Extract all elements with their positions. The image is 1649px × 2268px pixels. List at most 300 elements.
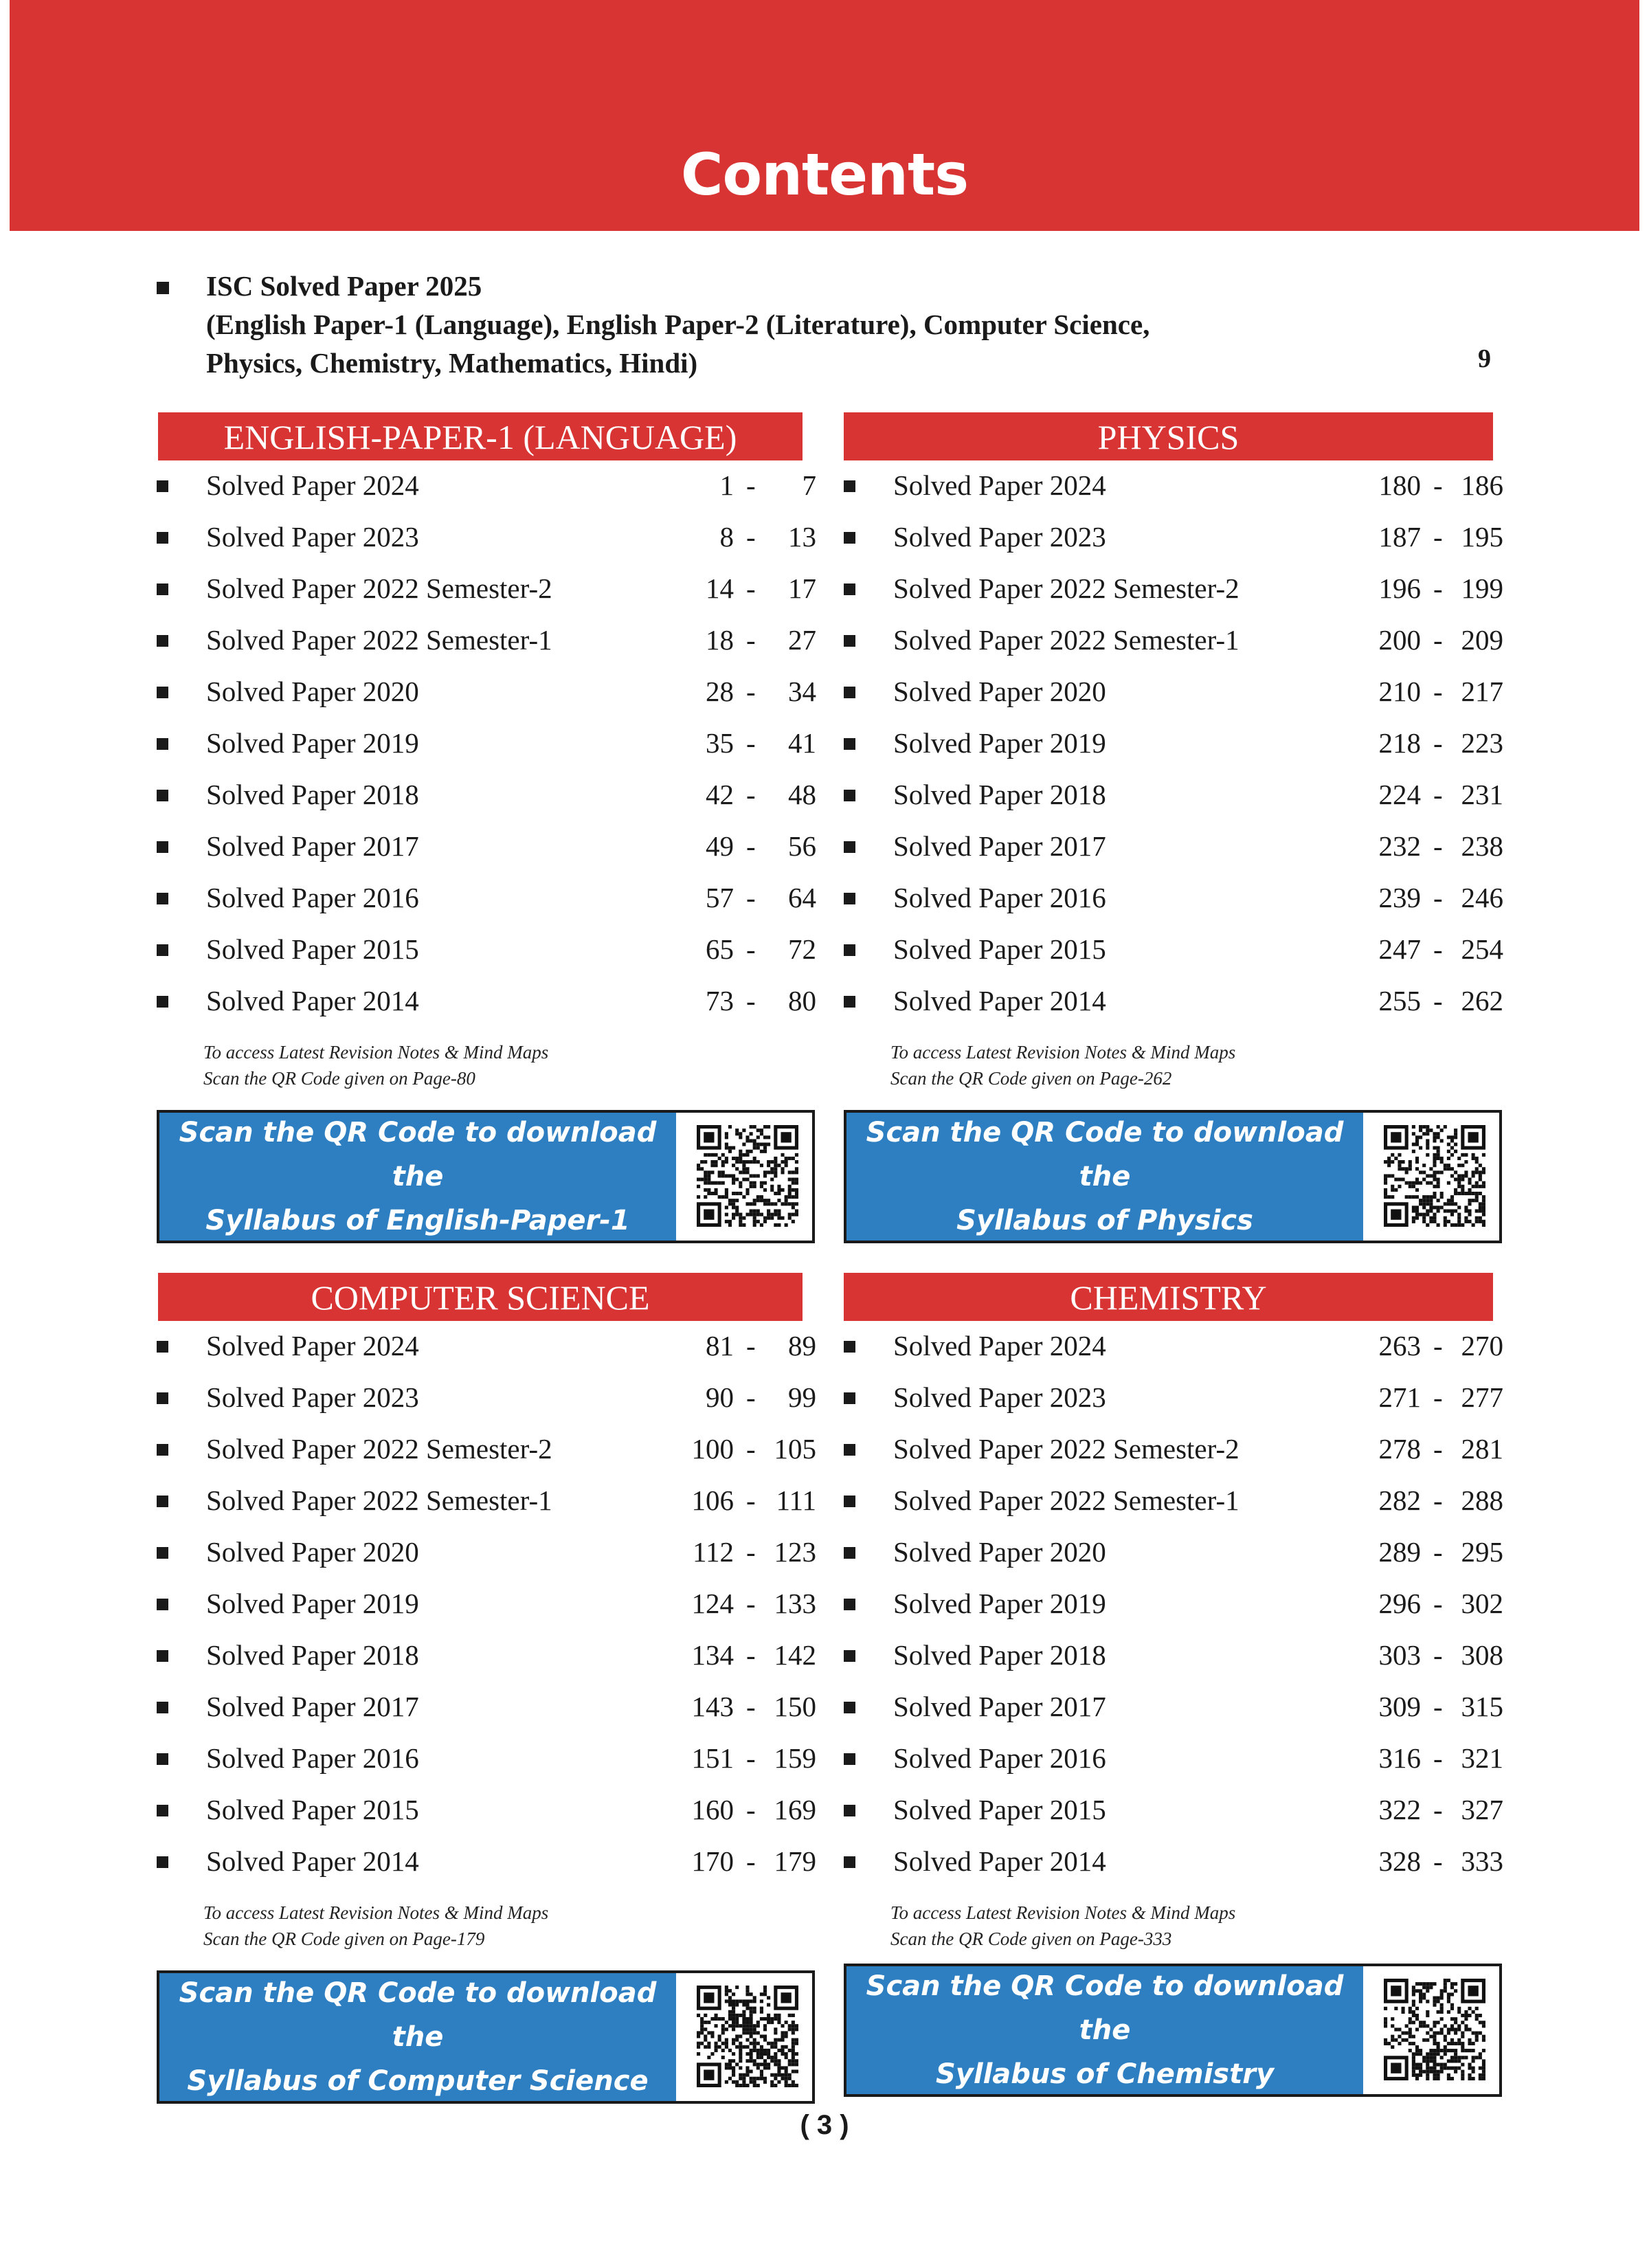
qr-text-line1: Scan the QR Code to download the (866, 1970, 1344, 2046)
toc-row[interactable] (157, 1322, 844, 1374)
page-start: 224 (1378, 779, 1421, 810)
page-end: 217 (1461, 676, 1503, 707)
page-range-dash: - (746, 882, 756, 913)
page-end: 56 (788, 830, 816, 862)
toc-row[interactable] (844, 565, 1531, 616)
page-range-dash: - (1433, 676, 1443, 707)
toc-row-label: Solved Paper 2014 (206, 985, 419, 1016)
intro-entry[interactable] (206, 267, 1149, 382)
toc-row-label: Solved Paper 2022 Semester-2 (893, 1433, 1239, 1465)
page-range-dash: - (746, 1485, 756, 1516)
page-start: 247 (1378, 933, 1421, 965)
toc-row-label: Solved Paper 2019 (893, 727, 1106, 759)
bullet-icon (844, 1650, 855, 1662)
page-range-dash: - (746, 933, 756, 965)
revision-note-line1: To access Latest Revision Notes & Mind Maps (203, 1042, 549, 1063)
bullet-icon (157, 1753, 168, 1765)
revision-note-line2: Scan the QR Code given on Page-80 (203, 1068, 475, 1089)
page-start: 1 (719, 469, 734, 501)
page-range-dash: - (746, 1381, 756, 1413)
page-end: 34 (788, 676, 816, 707)
page-end: 111 (776, 1485, 816, 1516)
page-end: 262 (1461, 985, 1503, 1016)
toc-row-label: Solved Paper 2015 (206, 1794, 419, 1825)
bullet-icon (844, 1856, 855, 1868)
page-start: 322 (1378, 1794, 1421, 1825)
syllabus-qr-text (159, 1113, 676, 1241)
toc-row-label: Solved Paper 2020 (206, 676, 419, 707)
toc-row[interactable] (844, 616, 1531, 668)
page-range-dash: - (746, 469, 756, 501)
bullet-icon (157, 944, 168, 956)
bullet-icon (157, 1547, 168, 1559)
bullet-icon (157, 790, 168, 801)
bullet-icon (157, 996, 168, 1008)
toc-row-label: Solved Paper 2017 (893, 830, 1106, 862)
toc-row-label: Solved Paper 2022 Semester-2 (206, 572, 552, 604)
toc-row[interactable] (844, 1425, 1531, 1477)
toc-row-label: Solved Paper 2014 (893, 985, 1106, 1016)
bullet-icon (844, 687, 855, 698)
page-end: 169 (774, 1794, 816, 1825)
page-range-dash: - (1433, 1330, 1443, 1361)
toc-row-label: Solved Paper 2016 (206, 1742, 419, 1774)
page-end: 333 (1461, 1845, 1503, 1877)
toc-row-label: Solved Paper 2019 (206, 1588, 419, 1619)
page-end: 13 (788, 521, 816, 553)
page-start: 160 (691, 1794, 734, 1825)
toc-row[interactable] (157, 616, 844, 668)
page-range-dash: - (1433, 1639, 1443, 1671)
toc-row[interactable] (157, 1632, 844, 1683)
page-range-dash: - (746, 521, 756, 553)
bullet-icon (844, 893, 855, 904)
page-end: 327 (1461, 1794, 1503, 1825)
syllabus-qr-box[interactable] (157, 1970, 815, 2104)
page-start: 210 (1378, 676, 1421, 707)
page-end: 27 (788, 624, 816, 656)
toc-row-label: Solved Paper 2022 Semester-2 (893, 572, 1239, 604)
page-range-dash: - (746, 1691, 756, 1722)
page-start: 14 (706, 572, 734, 604)
page-start: 196 (1378, 572, 1421, 604)
page-start: 134 (691, 1639, 734, 1671)
bullet-icon (844, 944, 855, 956)
bullet-icon (157, 635, 168, 647)
page-end: 7 (802, 469, 816, 501)
toc-row-label: Solved Paper 2024 (206, 1330, 419, 1361)
toc-row-label: Solved Paper 2018 (206, 779, 419, 810)
qr-text-line2: Syllabus of Physics (956, 1205, 1253, 1236)
toc-row-label: Solved Paper 2020 (206, 1536, 419, 1568)
toc-row[interactable] (844, 668, 1531, 720)
page-end: 123 (774, 1536, 816, 1568)
toc-row[interactable] (157, 1580, 844, 1632)
toc-row[interactable] (157, 823, 844, 874)
revision-note-line1: To access Latest Revision Notes & Mind Maps (890, 1902, 1236, 1923)
page-start: 239 (1378, 882, 1421, 913)
toc-row[interactable] (157, 977, 844, 1029)
toc-row[interactable] (157, 1735, 844, 1786)
page-range-dash: - (1433, 1485, 1443, 1516)
toc-row[interactable] (157, 771, 844, 823)
page-start: 232 (1378, 830, 1421, 862)
page-range-dash: - (1433, 469, 1443, 501)
syllabus-qr-text (846, 1113, 1363, 1241)
intro-subjects-line2: Physics, Chemistry, Mathematics, Hindi) (206, 347, 698, 379)
page-start: 255 (1378, 985, 1421, 1016)
page-start: 218 (1378, 727, 1421, 759)
page-range-dash: - (746, 985, 756, 1016)
toc-row[interactable] (157, 720, 844, 771)
qr-text-line2: Syllabus of Chemistry (935, 2058, 1275, 2090)
toc-row[interactable] (844, 1374, 1531, 1425)
toc-row[interactable] (844, 977, 1531, 1029)
page-start: 278 (1378, 1433, 1421, 1465)
qr-text-line2: Syllabus of English-Paper-1 (205, 1205, 630, 1236)
page-end: 254 (1461, 933, 1503, 965)
page-range-dash: - (746, 572, 756, 604)
toc-row[interactable] (844, 1838, 1531, 1889)
page-start: 143 (691, 1691, 734, 1722)
page-end: 199 (1461, 572, 1503, 604)
qr-text-line1: Scan the QR Code to download the (866, 1117, 1344, 1192)
page-start: 289 (1378, 1536, 1421, 1568)
page-start: 200 (1378, 624, 1421, 656)
page-end: 288 (1461, 1485, 1503, 1516)
toc-row[interactable] (844, 1683, 1531, 1735)
page-range-dash: - (1433, 1536, 1443, 1568)
page-start: 90 (706, 1381, 734, 1413)
page-range-dash: - (746, 1330, 756, 1361)
page-range-dash: - (1433, 882, 1443, 913)
toc-row-label: Solved Paper 2023 (206, 1381, 419, 1413)
bullet-icon (844, 996, 855, 1008)
toc-row-label: Solved Paper 2016 (893, 882, 1106, 913)
bullet-icon (844, 1753, 855, 1765)
page-range-dash: - (746, 1794, 756, 1825)
page-end: 72 (788, 933, 816, 965)
page-start: 18 (706, 624, 734, 656)
page-end: 302 (1461, 1588, 1503, 1619)
page-start: 263 (1378, 1330, 1421, 1361)
page-range-dash: - (746, 1845, 756, 1877)
page-end: 80 (788, 985, 816, 1016)
page-range-dash: - (746, 727, 756, 759)
toc-row-label: Solved Paper 2022 Semester-2 (206, 1433, 552, 1465)
bullet-icon (844, 532, 855, 544)
page-end: 17 (788, 572, 816, 604)
toc-row-label: Solved Paper 2022 Semester-1 (206, 624, 552, 656)
page-start: 49 (706, 830, 734, 862)
toc-row[interactable] (157, 462, 844, 513)
toc-row[interactable] (157, 513, 844, 565)
qr-code-icon[interactable] (1384, 1125, 1485, 1227)
page-start: 309 (1378, 1691, 1421, 1722)
bullet-icon (844, 583, 855, 595)
toc-row-label: Solved Paper 2022 Semester-1 (206, 1485, 552, 1516)
bullet-icon (844, 1547, 855, 1559)
toc-row[interactable] (844, 1580, 1531, 1632)
intro-title: ISC Solved Paper 2025 (206, 270, 482, 302)
toc-row-label: Solved Paper 2018 (206, 1639, 419, 1671)
page-end: 277 (1461, 1381, 1503, 1413)
page-start: 170 (691, 1845, 734, 1877)
bullet-icon (844, 738, 855, 750)
page-range-dash: - (1433, 1691, 1443, 1722)
toc-row-label: Solved Paper 2023 (206, 521, 419, 553)
toc-row-label: Solved Paper 2017 (893, 1691, 1106, 1722)
toc-row-label: Solved Paper 2015 (893, 1794, 1106, 1825)
toc-row[interactable] (157, 1786, 844, 1838)
toc-row[interactable] (844, 1735, 1531, 1786)
page-end: 270 (1461, 1330, 1503, 1361)
page-range-dash: - (1433, 933, 1443, 965)
toc-row[interactable] (157, 668, 844, 720)
page-range-dash: - (1433, 779, 1443, 810)
bullet-icon (844, 1599, 855, 1610)
page-range-dash: - (746, 676, 756, 707)
page-end: 64 (788, 882, 816, 913)
qr-text-line1: Scan the QR Code to download the (179, 1977, 657, 2053)
bullet-icon (844, 1341, 855, 1353)
page-range-dash: - (1433, 1433, 1443, 1465)
toc-row[interactable] (844, 823, 1531, 874)
page-end: 238 (1461, 830, 1503, 862)
page-range-dash: - (746, 1588, 756, 1619)
toc-row-label: Solved Paper 2024 (206, 469, 419, 501)
bullet-icon (844, 790, 855, 801)
intro-page-number: 9 (1478, 344, 1491, 373)
qr-text-line2: Syllabus of Computer Science (187, 2065, 649, 2097)
toc-row-label: Solved Paper 2019 (206, 727, 419, 759)
page-start: 65 (706, 933, 734, 965)
page-start: 296 (1378, 1588, 1421, 1619)
bullet-icon (157, 480, 168, 492)
page-end: 48 (788, 779, 816, 810)
toc-row[interactable] (844, 1528, 1531, 1580)
page-start: 28 (706, 676, 734, 707)
page-end: 321 (1461, 1742, 1503, 1774)
page-end: 315 (1461, 1691, 1503, 1722)
page-range-dash: - (1433, 1794, 1443, 1825)
intro-bullet-icon (157, 282, 169, 294)
syllabus-qr-text (846, 1966, 1363, 2094)
page-end: 231 (1461, 779, 1503, 810)
page-end: 142 (774, 1639, 816, 1671)
page-start: 112 (693, 1536, 734, 1568)
revision-note-line1: To access Latest Revision Notes & Mind Maps (203, 1902, 549, 1923)
page-end: 41 (788, 727, 816, 759)
toc-row-label: Solved Paper 2024 (893, 469, 1106, 501)
bullet-icon (157, 1856, 168, 1868)
page-range-dash: - (1433, 624, 1443, 656)
revision-note-line2: Scan the QR Code given on Page-262 (890, 1068, 1172, 1089)
toc-row[interactable] (844, 1632, 1531, 1683)
page-start: 316 (1378, 1742, 1421, 1774)
toc-row[interactable] (157, 1683, 844, 1735)
bullet-icon (844, 1392, 855, 1404)
page-end: 209 (1461, 624, 1503, 656)
toc-row[interactable] (157, 874, 844, 926)
page-end: 308 (1461, 1639, 1503, 1671)
toc-row[interactable] (157, 1528, 844, 1580)
bullet-icon (157, 583, 168, 595)
section-header: COMPUTER SCIENCE (158, 1273, 803, 1321)
page-end: 99 (788, 1381, 816, 1413)
page-end: 186 (1461, 469, 1503, 501)
toc-row-label: Solved Paper 2022 Semester-1 (893, 624, 1239, 656)
toc-row-label: Solved Paper 2014 (206, 1845, 419, 1877)
toc-row[interactable] (844, 1322, 1531, 1374)
page-start: 151 (691, 1742, 734, 1774)
page-start: 124 (691, 1588, 734, 1619)
toc-row[interactable] (157, 1425, 844, 1477)
bullet-icon (157, 1805, 168, 1816)
toc-row-label: Solved Paper 2015 (206, 933, 419, 965)
syllabus-qr-box[interactable] (157, 1110, 815, 1243)
page-range-dash: - (746, 1639, 756, 1671)
page-start: 282 (1378, 1485, 1421, 1516)
bullet-icon (844, 1702, 855, 1713)
page-range-dash: - (746, 779, 756, 810)
bullet-icon (157, 1650, 168, 1662)
page-start: 57 (706, 882, 734, 913)
toc-row-label: Solved Paper 2019 (893, 1588, 1106, 1619)
page-end: 195 (1461, 521, 1503, 553)
toc-row[interactable] (157, 926, 844, 977)
page-end: 105 (774, 1433, 816, 1465)
toc-row-label: Solved Paper 2024 (893, 1330, 1106, 1361)
page-number: ( 3 ) (800, 2110, 849, 2140)
page-end: 179 (774, 1845, 816, 1877)
toc-row-label: Solved Paper 2020 (893, 1536, 1106, 1568)
qr-code-icon[interactable] (697, 1125, 798, 1227)
bullet-icon (157, 841, 168, 853)
page-start: 303 (1378, 1639, 1421, 1671)
page-range-dash: - (746, 1433, 756, 1465)
bullet-icon (157, 738, 168, 750)
page-start: 271 (1378, 1381, 1421, 1413)
bullet-icon (157, 1444, 168, 1456)
toc-row[interactable] (157, 565, 844, 616)
revision-note-line2: Scan the QR Code given on Page-333 (890, 1928, 1172, 1949)
bullet-icon (157, 1496, 168, 1507)
page-end: 150 (774, 1691, 816, 1722)
qr-code-icon[interactable] (697, 1986, 798, 2087)
toc-row-label: Solved Paper 2016 (206, 882, 419, 913)
bullet-icon (157, 893, 168, 904)
toc-row[interactable] (844, 771, 1531, 823)
toc-row-label: Solved Paper 2020 (893, 676, 1106, 707)
bullet-icon (157, 1392, 168, 1404)
toc-row[interactable] (157, 1374, 844, 1425)
page-end: 246 (1461, 882, 1503, 913)
page-start: 35 (706, 727, 734, 759)
page-range-dash: - (746, 1536, 756, 1568)
page-end: 159 (774, 1742, 816, 1774)
page-range-dash: - (746, 1742, 756, 1774)
toc-row[interactable] (844, 513, 1531, 565)
page-start: 8 (719, 521, 734, 553)
toc-row[interactable] (157, 1477, 844, 1528)
page-end: 223 (1461, 727, 1503, 759)
toc-row-label: Solved Paper 2018 (893, 1639, 1106, 1671)
toc-row[interactable] (157, 1838, 844, 1889)
bullet-icon (157, 532, 168, 544)
page-range-dash: - (746, 624, 756, 656)
page-start: 180 (1378, 469, 1421, 501)
bullet-icon (157, 1341, 168, 1353)
bullet-icon (157, 1702, 168, 1713)
toc-row[interactable] (844, 720, 1531, 771)
toc-row-label: Solved Paper 2016 (893, 1742, 1106, 1774)
toc-row-label: Solved Paper 2018 (893, 779, 1106, 810)
page-start: 100 (691, 1433, 734, 1465)
toc-row[interactable] (844, 462, 1531, 513)
page-range-dash: - (1433, 1381, 1443, 1413)
page-range-dash: - (1433, 985, 1443, 1016)
qr-code-icon[interactable] (1384, 1979, 1485, 2080)
toc-row-label: Solved Paper 2022 Semester-1 (893, 1485, 1239, 1516)
bullet-icon (844, 480, 855, 492)
page-start: 106 (691, 1485, 734, 1516)
page-title: Contents (680, 141, 969, 208)
bullet-icon (157, 1599, 168, 1610)
revision-note-line2: Scan the QR Code given on Page-179 (203, 1928, 485, 1949)
toc-row-label: Solved Paper 2017 (206, 1691, 419, 1722)
page-range-dash: - (1433, 830, 1443, 862)
page-start: 328 (1378, 1845, 1421, 1877)
toc-row-label: Solved Paper 2023 (893, 521, 1106, 553)
page-range-dash: - (746, 830, 756, 862)
intro-subjects-line1: (English Paper-1 (Language), English Paper-2 (Literature), Computer Science, (206, 309, 1150, 340)
syllabus-qr-text (159, 1973, 676, 2101)
page-range-dash: - (1433, 572, 1443, 604)
syllabus-qr-box[interactable] (844, 1964, 1502, 2097)
bullet-icon (157, 687, 168, 698)
section-header: ENGLISH-PAPER-1 (LANGUAGE) (158, 412, 803, 460)
page-start: 42 (706, 779, 734, 810)
toc-row[interactable] (844, 926, 1531, 977)
section-header: CHEMISTRY (844, 1273, 1493, 1321)
page-range-dash: - (1433, 1845, 1443, 1877)
bullet-icon (844, 635, 855, 647)
page-end: 89 (788, 1330, 816, 1361)
bullet-icon (844, 1805, 855, 1816)
page-end: 281 (1461, 1433, 1503, 1465)
page-range-dash: - (1433, 727, 1443, 759)
toc-row[interactable] (844, 1786, 1531, 1838)
page-start: 73 (706, 985, 734, 1016)
toc-row-label: Solved Paper 2015 (893, 933, 1106, 965)
page-start: 81 (706, 1330, 734, 1361)
bullet-icon (844, 1444, 855, 1456)
bullet-icon (844, 841, 855, 853)
toc-row-label: Solved Paper 2023 (893, 1381, 1106, 1413)
page-range-dash: - (1433, 1742, 1443, 1774)
page-end: 295 (1461, 1536, 1503, 1568)
toc-row-label: Solved Paper 2017 (206, 830, 419, 862)
toc-row-label: Solved Paper 2014 (893, 1845, 1106, 1877)
page-range-dash: - (1433, 1588, 1443, 1619)
revision-note-line1: To access Latest Revision Notes & Mind Maps (890, 1042, 1236, 1063)
toc-row[interactable] (844, 1477, 1531, 1528)
page-start: 187 (1378, 521, 1421, 553)
syllabus-qr-box[interactable] (844, 1110, 1502, 1243)
page-end: 133 (774, 1588, 816, 1619)
toc-row[interactable] (844, 874, 1531, 926)
